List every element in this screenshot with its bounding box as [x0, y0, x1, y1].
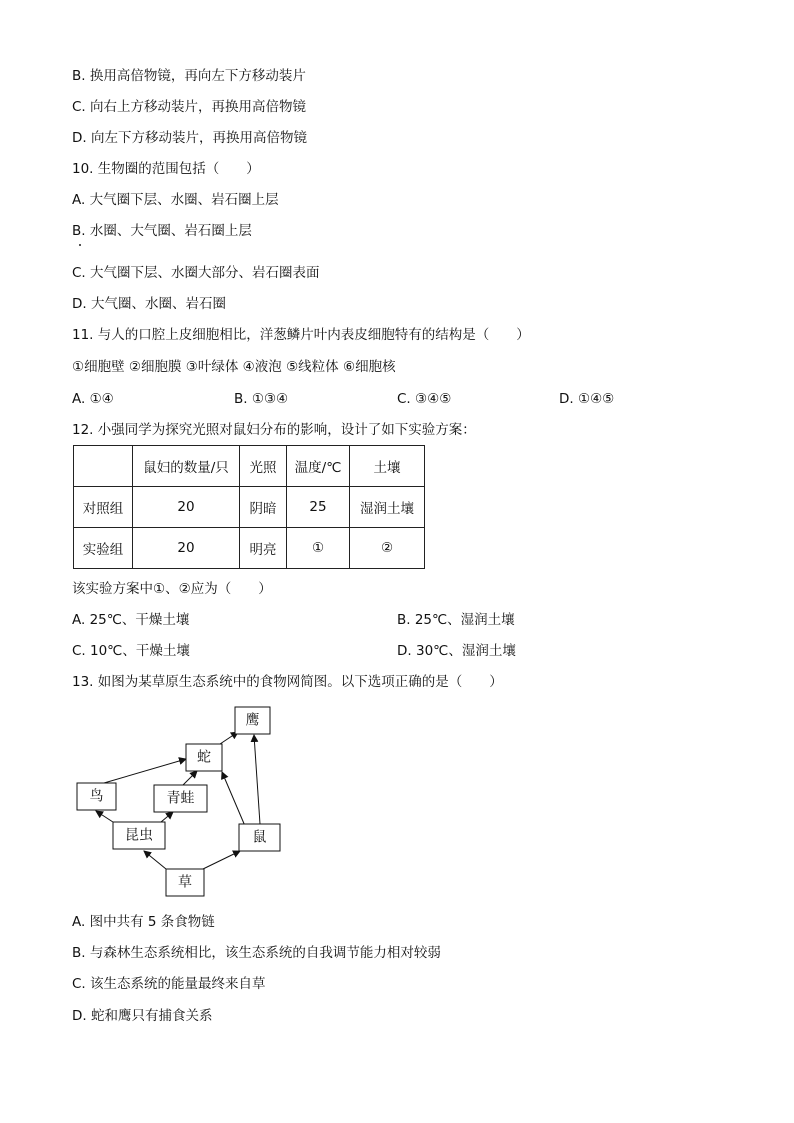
table-cell: 20 [133, 487, 240, 528]
q13-option-d: D. 蛇和鹰只有捕食关系 [72, 1008, 213, 1024]
arrow-insect-to-frog [161, 812, 173, 822]
table-row [74, 528, 425, 569]
mouse-label: 鼠 [252, 829, 267, 846]
q10-option-a: A. 大气圈下层、水圈、岩石圈上层 [72, 192, 279, 208]
q11-stem: 11. 与人的口腔上皮细胞相比，洋葱鳞片叶内表皮细胞特有的结构是（ ） [72, 327, 530, 343]
q13-option-c: C. 该生态系统的能量最终来自草 [72, 976, 266, 992]
q12-option-c: C. 10℃、干燥土壤 [72, 643, 190, 659]
stray-mark [79, 244, 81, 246]
q11-option-d: D. ①④⑤ [559, 391, 615, 407]
q10-option-d: D. 大气圈、水圈、岩石圈 [72, 296, 226, 312]
q12-option-a: A. 25℃、干燥土壤 [72, 612, 190, 628]
table-header-row [74, 446, 425, 487]
q12-prompt: 该实验方案中①、②应为（ ） [72, 581, 272, 597]
table-cell: 湿润土壤 [350, 487, 425, 528]
table-header-cell: 温度/℃ [287, 446, 350, 487]
experiment-table [73, 445, 425, 569]
arrow-frog-to-snake [183, 771, 197, 785]
table-header-cell [74, 446, 133, 487]
q11-option-b: B. ①③④ [234, 391, 289, 407]
hawk-label: 鹰 [245, 712, 260, 729]
table-cell: 阴暗 [240, 487, 287, 528]
frog-label: 青蛙 [166, 790, 195, 807]
table-header-cell: 光照 [240, 446, 287, 487]
q11-option-a: A. ①④ [72, 391, 114, 407]
arrow-mouse-to-hawk [254, 735, 260, 824]
arrow-grass-to-insect [144, 851, 166, 869]
q10-option-c: C. 大气圈下层、水圈大部分、岩石圈表面 [72, 265, 320, 281]
grass-label: 草 [178, 874, 192, 891]
table-cell: ② [350, 528, 425, 569]
q12-option-d: D. 30℃、湿润土壤 [397, 643, 516, 659]
table-header-cell: 土壤 [350, 446, 425, 487]
bird-label: 鸟 [89, 788, 104, 805]
q11-option-c: C. ③④⑤ [397, 391, 452, 407]
arrow-grass-to-mouse [203, 851, 240, 869]
q9-option-c: C. 向右上方移动装片，再换用高倍物镜 [72, 99, 307, 115]
arrow-bird-to-snake [104, 759, 186, 783]
q12-stem: 12. 小强同学为探究光照对鼠妇分布的影响，设计了如下实验方案： [72, 422, 476, 438]
q12-option-b: B. 25℃、湿润土壤 [397, 612, 515, 628]
table-cell: 明亮 [240, 528, 287, 569]
arrow-mouse-to-snake [222, 772, 245, 826]
q10-option-b: B. 水圈、大气圈、岩石圈上层 [72, 223, 252, 239]
q13-option-a: A. 图中共有 5 条食物链 [72, 914, 215, 930]
table-row [74, 487, 425, 528]
q11-items: ①细胞壁 ②细胞膜 ③叶绿体 ④液泡 ⑤线粒体 ⑥细胞核 [72, 359, 396, 375]
snake-label: 蛇 [197, 749, 211, 766]
food-web-diagram [70, 700, 290, 900]
insect-label: 昆虫 [125, 827, 153, 844]
table-cell: ① [287, 528, 350, 569]
q10-stem: 10. 生物圈的范围包括（ ） [72, 161, 260, 177]
table-cell: 20 [133, 528, 240, 569]
q9-option-b: B. 换用高倍物镜，再向左下方移动装片 [72, 68, 306, 84]
table-header-cell: 鼠妇的数量/只 [133, 446, 240, 487]
q13-option-b: B. 与森林生态系统相比，该生态系统的自我调节能力相对较弱 [72, 945, 441, 961]
table-cell: 实验组 [74, 528, 133, 569]
q13-stem: 13. 如图为某草原生态系统中的食物网简图。以下选项正确的是（ ） [72, 674, 503, 690]
table-cell: 25 [287, 487, 350, 528]
q9-option-d: D. 向左下方移动装片，再换用高倍物镜 [72, 130, 307, 146]
table-cell: 对照组 [74, 487, 133, 528]
